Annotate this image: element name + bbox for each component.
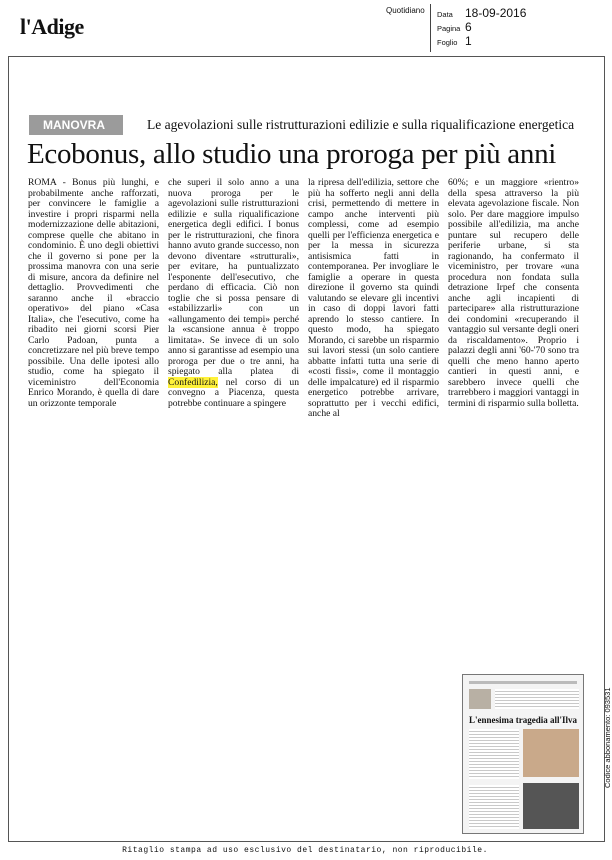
date-value: 18-09-2016: [465, 6, 527, 20]
page-value: 6: [465, 20, 472, 34]
thumbnail-text: [495, 689, 579, 709]
article-column-2: [168, 178, 299, 420]
column-text-part: nel corso di un convegno a Piacenza, questa potrebbe continuare a spingere: [168, 376, 299, 409]
thumbnail-text: [469, 729, 519, 779]
sheet-label: Foglio: [437, 38, 458, 47]
thumbnail-header-bar: [469, 681, 577, 684]
publication-type: Quotidiano: [386, 6, 425, 15]
column-text: ROMA - Bonus più lunghi, e probabilmente anche rafforzati, per convincere le famiglie a investire i propri risparmi nella modernizzazione delle abitazioni, comprese quelle che abitano in condominio. È uno degli obiettivi che il governo si pone per la prossima manovra con una serie di misure, ancora da definire nel dettaglio. Provvedimenti che saranno anche il «braccio operativo» del piano «Casa Italia», che l'esecutivo, come ha ribadito nei giorni scorsi Pier Carlo Padoan, punta a concretizzare nel più breve tempo possibile. Una delle ipotesi allo studio, come ha spiegato il viceministro dell'Economia Enrico Morando, è quella di dare un orizzonte temporale: [28, 177, 159, 409]
article-column-1: [28, 178, 159, 420]
article-body: [28, 178, 584, 420]
page-thumbnail: [462, 674, 584, 834]
thumbnail-photo: [469, 689, 491, 709]
article-kicker: [29, 114, 580, 136]
column-text: 60%; e un maggiore «rientro» della spesa attraverso la più elevata agevolazione fiscale. Non solo. Per dare maggiore impulso possibile all'edilizia, ma anche puntare sul recupero delle periferie urbane, si sta ragionando, ha confermato il viceministro, per trovare «una procedura non fondata sulla detrazione Irpef che consenta anche agli incapienti di partecipare» alla ristrutturazione dei condomini «recuperando il vantaggio sul versante degli oneri da riscaldamento». Proprio i palazzi degli anni '60-'70 sono tra quelli che meno hanno aperto cantieri in questi anni, e sarebbero invece quelli che trarrebbero i maggiori vantaggi in termini di risparmio sulla bolletta.: [448, 177, 579, 409]
subscription-code-text: Codice abbonamento: 093531: [603, 687, 612, 788]
article-headline: Ecobonus, allo studio una proroga per più anni: [27, 138, 557, 170]
page-label: Pagina: [437, 24, 461, 33]
thumbnail-photo: [523, 729, 579, 777]
thumbnail-headline: L'ennesima tragedia all'Ilva: [469, 715, 577, 725]
thumbnail-photo: [523, 783, 579, 829]
section-tag: MANOVRA: [29, 115, 123, 135]
article-column-4: [448, 178, 579, 420]
column-text: la ripresa dell'edilizia, settore che più ha sofferto negli anni della crisi, permettendo di mettere in campo anche interventi più complessi, come ad esempio quelli per l'efficienza energetica e per la messa in sicurezza antisismica fatti in contemporanea. Per invogliare le famiglie a operare in questa direzione il governo sta quindi valutando se elevare gli incentivi in caso di doppi lavori fatti aprendo lo stesso cantiere. In questo modo, ha spiegato Morando, ci sarebbe un risparmio sui lavori stessi (un solo cantiere abbatte infatti tutta una serie di «costi fissi», come il montaggio delle impalcature) ed il risparmio energetico potrebbe arrivare, soprattutto per i vecchi edifici, anche al: [308, 177, 439, 419]
column-text: [168, 178, 299, 409]
sheet-value: 1: [465, 34, 472, 48]
date-label: Data: [437, 10, 453, 19]
article-column-3: [308, 178, 439, 420]
newspaper-masthead: l'Adige: [20, 14, 84, 39]
highlighted-term: Confedilizia,: [168, 376, 218, 388]
thumbnail-text: [469, 785, 519, 829]
column-text-part: che superi il solo anno a una nuova proroga per le agevolazioni sulle ristrutturazioni edilizie e sulla riqualificazione energetica degli edifici. I bonus per le ristrutturazioni, che finora hanno avuto grande successo, non devono diventare «strutturali», per evitare, ha puntualizzato l'esponente dell'esecutivo, che perdano di efficacia. Ciò non toglie che si possa pensare di «stabilizzarli» con un «allungamento dei tempi» perché la «scansione annua è troppo limitata». Se invece di un solo anno si garantisse ad esempio una proroga per due o tre anni, ha spiegato alla platea di: [168, 177, 299, 377]
reproduction-notice: Ritaglio stampa ad uso esclusivo del destinatario, non riproducibile.: [122, 846, 488, 855]
subscription-code: [591, 668, 612, 788]
header-divider: [430, 4, 431, 52]
clipping-metadata: [437, 6, 526, 48]
kicker-subtitle: Le agevolazioni sulle ristrutturazioni edilizie e sulla riqualificazione energetica: [147, 117, 575, 132]
